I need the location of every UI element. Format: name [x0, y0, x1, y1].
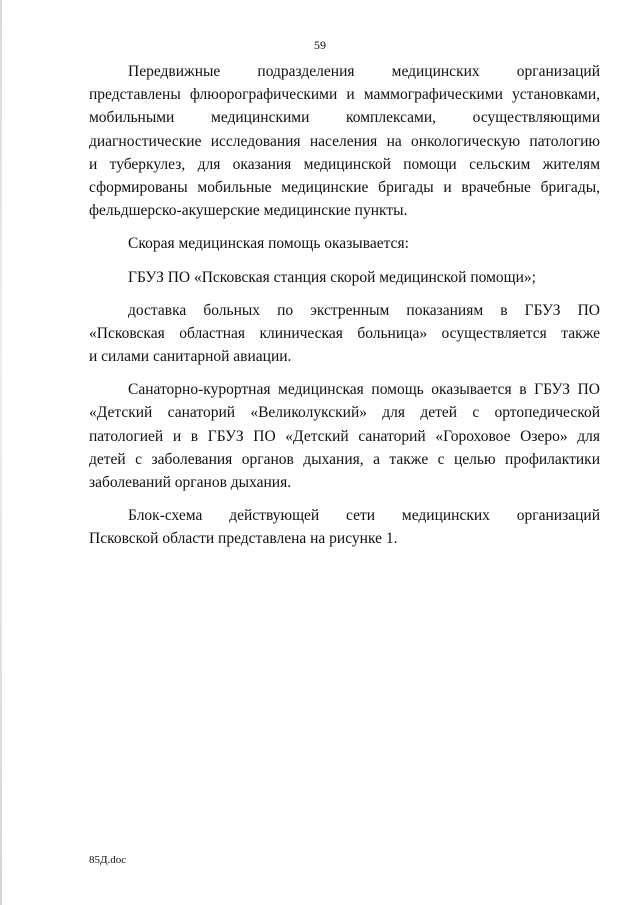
text-line: сформированы мобильные медицинские бригады и врачебные бригады,: [89, 178, 600, 196]
text-line: Санаторно-курортная медицинская помощь оказывается в ГБУЗ ПО: [128, 381, 600, 399]
text-line: и силами санитарной авиации.: [89, 348, 292, 366]
text-line: Блок-схема действующей сети медицинских организаций: [128, 507, 600, 525]
text-line: фельдшерско-акушерские медицинские пункты.: [89, 202, 408, 220]
text-line: диагностические исследования населения на онкологическую патологию: [89, 132, 600, 150]
text-line: Скорая медицинская помощь оказывается:: [128, 235, 409, 253]
text-line: «Псковская областная клиническая больница» осуществляется также: [89, 324, 600, 342]
text-line: мобильными медицинскими комплексами, осуществляющими: [89, 109, 600, 127]
text-line: доставка больных по экстренным показаниям в ГБУЗ ПО: [128, 301, 600, 319]
text-line: детей с заболевания органов дыхания, а также с целью профилактики: [89, 450, 600, 468]
body-text: [89, 60, 600, 551]
text-line: «Детский санаторий «Великолукский» для детей с ортопедической: [89, 404, 600, 422]
text-line: Передвижные подразделения медицинских организаций: [128, 63, 600, 80]
text-line: и туберкулез, для оказания медицинской помощи сельским жителям: [89, 155, 600, 173]
paragraph: [89, 60, 600, 222]
paragraph: [89, 266, 600, 289]
scan-edge: [0, 0, 2, 905]
text-line: ГБУЗ ПО «Псковская станция скорой медицинской помощи»;: [128, 268, 536, 286]
paragraph-gap: [89, 256, 600, 266]
paragraph: [89, 299, 600, 369]
text-line: Псковской области представлена на рисунке 1.: [89, 530, 398, 548]
paragraph: [89, 232, 600, 255]
paragraph: [89, 378, 600, 494]
page-number: 59: [314, 38, 326, 52]
paragraph-gap: [89, 289, 600, 299]
paragraph-gap: [89, 494, 600, 504]
text-line: патологией и в ГБУЗ ПО «Детский санаторий «Гороховое Озеро» для: [89, 427, 600, 445]
text-line: заболеваний органов дыхания.: [89, 474, 292, 491]
footer-filename: 85Д.doc: [89, 854, 127, 866]
text-line: представлены флюорографическими и маммографическими установками,: [89, 86, 600, 104]
paragraph-gap: [89, 368, 600, 378]
paragraph-gap: [89, 222, 600, 232]
paragraph: [89, 504, 600, 550]
